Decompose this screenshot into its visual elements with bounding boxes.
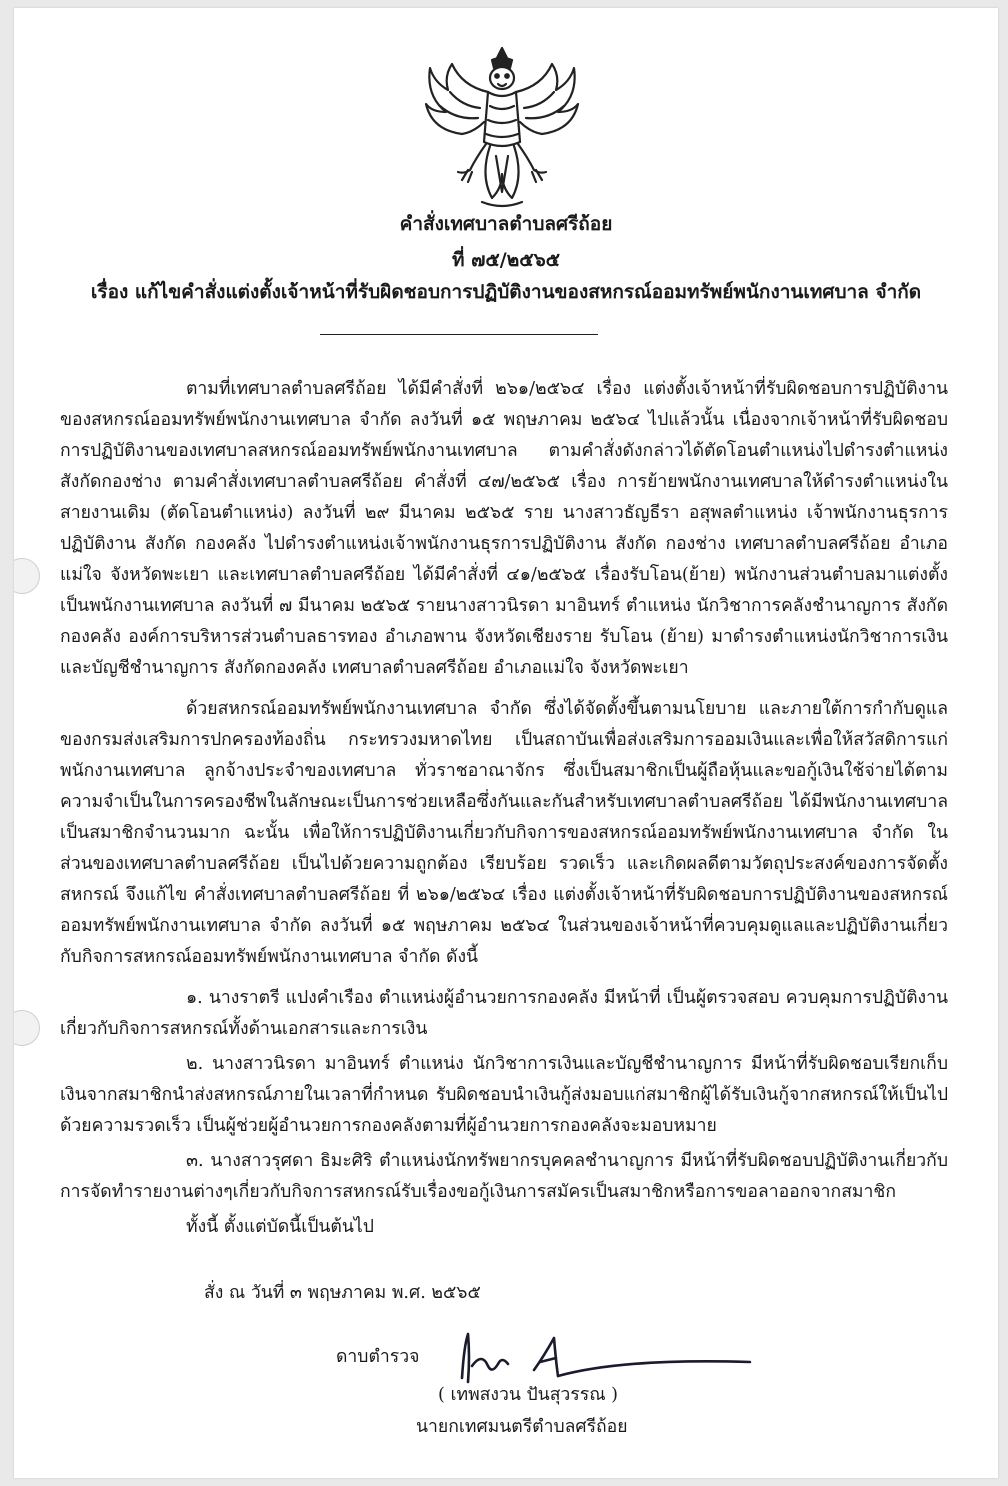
order-subject: เรื่อง แก้ไขคำสั่งแต่งตั้งเจ้าหน้าที่รับผิดชอบการปฏิบัติงานของสหกรณ์ออมทรัพย์พนักงานเทศบาล จำกัด (90, 281, 922, 303)
order-body (60, 374, 948, 1243)
order-date: สั่ง ณ วันที่ ๓ พฤษภาคม พ.ศ. ๒๕๖๕ (204, 1283, 481, 1303)
paragraph-rationale: ด้วยสหกรณ์ออมทรัพย์พนักงานเทศบาล จำกัด ซึ่งได้จัดตั้งขึ้นตามนโยบาย และภายใต้การกำกับดูแลของกรมส่งเสริมการปกครองท้องถิ่น กระทรวงมหาดไทย เป็นสถาบันเพื่อส่งเสริมการออมเงินและเพื่อให้สวัสดิการแก่พนักงานเทศบาล ลูกจ้างประจำของเทศบาล ทั่วราชอาณาจักร ซึ่งเป็นสมาชิกเป็นผู้ถือหุ้นและขอกู้เงินใช้จ่ายได้ตามความจำเป็นในการครองชีพในลักษณะเป็นการช่วยเหลือซึ่งกันและกันสำหรับเทศบาลตำบลศรีถ้อย ได้มีพนักงานเทศบาลเป็นสมาชิกจำนวนมาก ฉะนั้น เพื่อให้การปฏิบัติงานเกี่ยวกับกิจการของสหกรณ์ออมทรัพย์พนักงานเทศบาล จำกัด ในส่วนของเทศบาลตำบลศรีถ้อย เป็นไปด้วยความถูกต้อง เรียบร้อย รวดเร็ว และเกิดผลดีตามวัตถุประสงค์ของการจัดตั้งสหกรณ์ จึงแก้ไข คำสั่งเทศบาลตำบลศรีถ้อย ที่ ๒๖๑/๒๕๖๔ เรื่อง แต่งตั้งเจ้าหน้าที่รับผิดชอบการปฏิบัติงานของสหกรณ์ออมทรัพย์พนักงานเทศบาล จำกัด ลงวันที่ ๑๕ พฤษภาคม ๒๕๖๔ ในส่วนของเจ้าหน้าที่ควบคุมดูแลและปฏิบัติงานเกี่ยวกับกิจการสหกรณ์ออมทรัพย์พนักงานเทศบาล จำกัด ดังนี้ (60, 699, 948, 967)
punch-hole (14, 1010, 40, 1046)
divider (320, 334, 598, 335)
list-item: ๒. นางสาวนิรดา มาอินทร์ ตำแหน่ง นักวิชาการเงินและบัญชีชำนาญการ มีหน้าที่รับผิดชอบเรียกเก็บเงินจากสมาชิกนำส่งสหกรณ์ภายในเวลาที่กำหนด รับผิดชอบนำเงินกู้ส่งมอบแก่สมาชิกผู้ได้รับเงินกู้จากสหกรณ์ให้เป็นไปด้วยความรวดเร็ว เป็นผู้ช่วยผู้อำนวยการกองคลังตามที่ผู้อำนวยการกองคลังจะมอบหมาย (60, 1054, 948, 1136)
garuda-emblem-icon (422, 46, 582, 210)
signer-rank: ดาบตำรวจ (336, 1347, 420, 1367)
order-number: ที่ ๗๕/๒๕๖๕ (451, 249, 561, 271)
document-page (14, 8, 998, 1478)
list-item: ๑. นางราตรี แปงคำเรือง ตำแหน่งผู้อำนวยการกองคลัง มีหน้าที่ เป็นผู้ตรวจสอบ ควบคุมการปฏิบัติงานเกี่ยวกับกิจการสหกรณ์ทั้งด้านเอกสารและการเงิน (60, 988, 948, 1039)
signature-icon (454, 1326, 754, 1386)
list-item: ๓. นางสาวรุศดา ธิมะศิริ ตำแหน่งนักทรัพยากรบุคคลชำนาญการ มีหน้าที่รับผิดชอบปฏิบัติงานเกี่ยวกับการจัดทำรายงานต่างๆเกี่ยวกับกิจการสหกรณ์รับเรื่องขอกู้เงินการสมัครเป็นสมาชิกหรือการขอลาออกจากสมาชิก (60, 1151, 948, 1202)
signer-position: นายกเทศมนตรีตำบลศรีถ้อย (416, 1417, 628, 1437)
signer-name: ( เทพสงวน ปันสุวรรณ ) (438, 1385, 618, 1405)
punch-hole (14, 558, 40, 594)
effective-date-note: ทั้งนี้ ตั้งแต่บัดนี้เป็นต้นไป (186, 1217, 374, 1237)
order-title: คำสั่งเทศบาลตำบลศรีถ้อย (399, 213, 613, 235)
paragraph-background: ตามที่เทศบาลตำบลศรีถ้อย ได้มีคำสั่งที่ ๒๖๑/๒๕๖๔ เรื่อง แต่งตั้งเจ้าหน้าที่รับผิดชอบการปฏิบัติงานของสหกรณ์ออมทรัพย์พนักงานเทศบาล จำกัด ลงวันที่ ๑๕ พฤษภาคม ๒๕๖๔ ไปแล้วนั้น เนื่องจากเจ้าหน้าที่รับผิดชอบการปฏิบัติงานของเทศบาลสหกรณ์ออมทรัพย์พนักงานเทศบาล ตามคำสั่งดังกล่าวได้ตัดโอนตำแหน่งไปดำรงตำแหน่งสังกัดกองช่าง ตามคำสั่งเทศบาลตำบลศรีถ้อย คำสั่งที่ ๔๗/๒๕๖๕ เรื่อง การย้ายพนักงานเทศบาลให้ดำรงตำแหน่งในสายงานเดิม (ตัดโอนตำแหน่ง) ลงวันที่ ๒๙ มีนาคม ๒๕๖๕ ราย นางสาวธัญธีรา อสุพลตำแหน่ง เจ้าพนักงานธุรการปฏิบัติงาน สังกัด กองคลัง ไปดำรงตำแหน่งเจ้าพนักงานธุรการปฏิบัติงาน สังกัด กองช่าง เทศบาลตำบลศรีถ้อย อำเภอแม่ใจ จังหวัดพะเยา และเทศบาลตำบลศรีถ้อย ได้มีคำสั่งที่ ๔๑/๒๕๖๕ เรื่องรับโอน(ย้าย) พนักงานส่วนตำบลมาแต่งตั้งเป็นพนักงานเทศบาล ลงวันที่ ๗ มีนาคม ๒๕๖๕ รายนางสาวนิรดา มาอินทร์ ตำแหน่ง นักวิชาการคลังชำนาญการ สังกัดกองคลัง องค์การบริหารส่วนตำบลธารทอง อำเภอพาน จังหวัดเชียงราย รับโอน (ย้าย) มาดำรงตำแหน่งนักวิชาการเงินและบัญชีชำนาญการ สังกัดกองคลัง เทศบาลตำบลศรีถ้อย อำเภอแม่ใจ จังหวัดพะเยา (60, 379, 948, 678)
